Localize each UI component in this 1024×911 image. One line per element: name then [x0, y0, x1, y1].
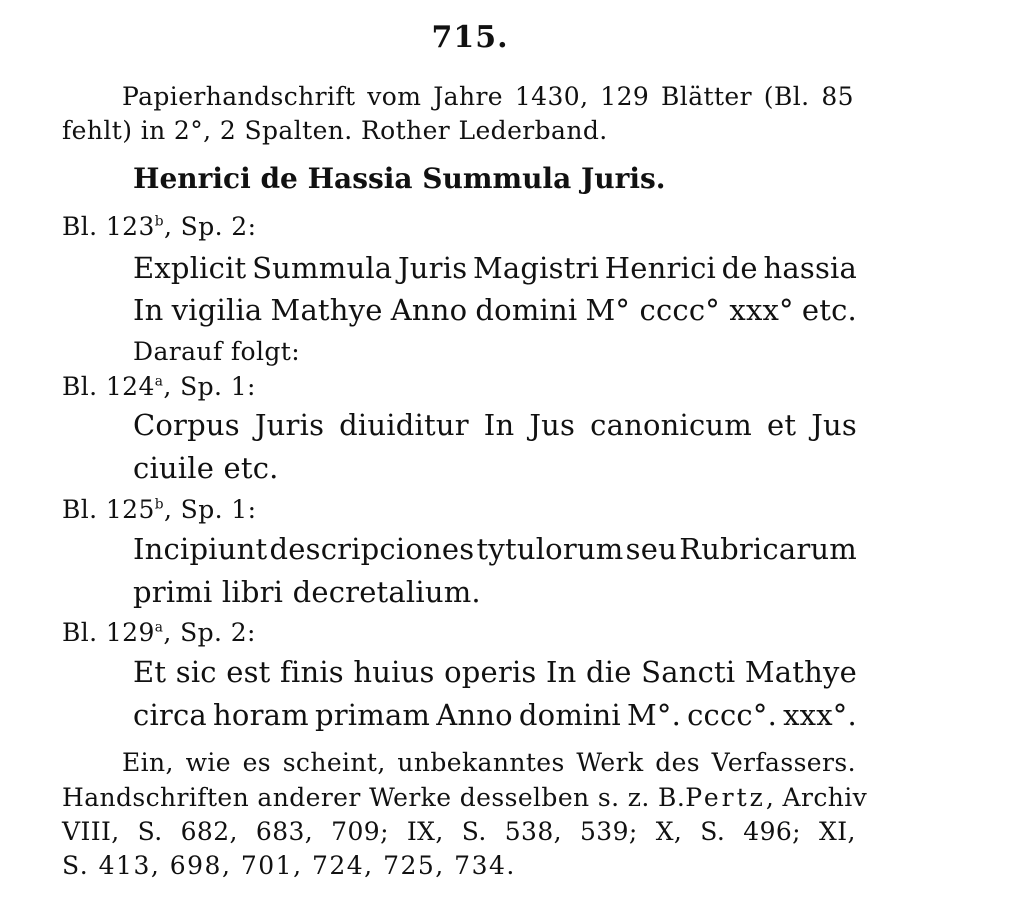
cited-author: [685, 783, 867, 812]
folio-ref-sup: b: [154, 213, 164, 230]
word: vom: [367, 82, 422, 111]
word: 683,: [255, 817, 314, 846]
word: In: [483, 408, 515, 442]
word: Sancti: [641, 655, 736, 689]
folio-ref-suffix: , Sp. 2:: [163, 212, 257, 241]
word: Explicit: [133, 251, 247, 285]
word: M° cccc° xxx°: [585, 293, 794, 327]
word: 682,: [180, 817, 238, 846]
quote-line-2: [133, 698, 857, 732]
word: XI,: [819, 817, 856, 846]
word: Papierhandschrift: [122, 82, 356, 111]
word: vigilia: [171, 293, 263, 327]
word: de: [721, 251, 758, 285]
folio-ref-prefix: Bl. 129: [62, 618, 155, 647]
word: est: [226, 655, 271, 689]
word: finis: [280, 655, 344, 689]
word: VIII,: [62, 817, 120, 846]
closing-line-3: [62, 817, 856, 846]
word: In: [133, 293, 164, 327]
folio-ref-prefix: Bl. 123: [62, 212, 155, 241]
folio-ref-sup: a: [154, 373, 164, 390]
word: S.: [461, 817, 487, 846]
word: 85: [821, 82, 854, 111]
word: Anno: [390, 293, 468, 327]
folio-reference: [62, 618, 256, 647]
word: xxx°.: [783, 698, 857, 732]
folio-ref-prefix: Bl. 124: [62, 372, 155, 401]
word: Corpus: [133, 408, 240, 442]
word: et: [766, 408, 797, 442]
word: tytulorum: [476, 532, 624, 566]
folio-ref-sup: a: [154, 619, 164, 636]
word: unbekanntes: [397, 748, 565, 777]
word: des: [655, 748, 701, 777]
author-name: Pertz: [685, 783, 766, 812]
word: primam: [314, 698, 431, 732]
word: scheint,: [282, 748, 386, 777]
word: 129: [600, 82, 650, 111]
word: domini: [475, 293, 578, 327]
quote-line-1: [133, 532, 857, 566]
quote-line-2: ciuile etc.: [133, 451, 279, 485]
word: S.: [700, 817, 726, 846]
word: 1430,: [514, 82, 589, 111]
word: Blätter: [661, 82, 752, 111]
word: etc.: [801, 293, 857, 327]
word: Mathye: [270, 293, 383, 327]
word: cccc°.: [687, 698, 777, 732]
folio-ref-suffix: , Sp. 1:: [163, 372, 256, 401]
folio-reference: [62, 372, 256, 401]
word: es: [242, 748, 272, 777]
word: wie: [185, 748, 231, 777]
word: domini: [518, 698, 621, 732]
word: hassia: [763, 251, 857, 285]
manuscript-title: Henrici de Hassia Summula Juris.: [133, 162, 666, 195]
folio-reference: [62, 212, 256, 241]
word: descripciones: [269, 532, 475, 566]
word: Ein,: [122, 748, 174, 777]
word: IX,: [406, 817, 444, 846]
word: Henrici: [604, 251, 716, 285]
word: 539;: [579, 817, 638, 846]
word: Summula: [252, 251, 393, 285]
word: 538,: [504, 817, 562, 846]
word: X,: [655, 817, 683, 846]
word: 709;: [331, 817, 389, 846]
note-line: Darauf folgt:: [133, 337, 301, 366]
word: Werk: [576, 748, 644, 777]
word: Anno: [436, 698, 513, 732]
word: operis: [444, 655, 537, 689]
word: seu: [625, 532, 677, 566]
word: diuiditur: [339, 408, 469, 442]
closing-line-2-tail: , Archiv: [765, 783, 868, 812]
word: M°.: [626, 698, 681, 732]
word: Jahre: [433, 82, 503, 111]
word: Verfassers.: [711, 748, 856, 777]
word: Incipiunt: [133, 532, 268, 566]
word: circa: [133, 698, 207, 732]
quote-line-1: [133, 655, 857, 689]
word: Jus: [811, 408, 857, 442]
word: Magistri: [473, 251, 600, 285]
word: sic: [175, 655, 217, 689]
folio-ref-prefix: Bl. 125: [62, 495, 155, 524]
quote-line-2: [133, 293, 857, 327]
closing-line-4: S. 413, 698, 701, 724, 725, 734.: [62, 851, 516, 880]
word: 496;: [743, 817, 802, 846]
closing-line-2-text: Handschriften anderer Werke desselben s. z. B.: [62, 783, 686, 812]
folio-ref-sup: b: [154, 496, 164, 513]
word: Mathye: [744, 655, 857, 689]
folio-ref-suffix: , Sp. 2:: [163, 618, 256, 647]
folio-ref-suffix: , Sp. 1:: [163, 495, 257, 524]
quote-line-2: primi libri decretalium.: [133, 575, 481, 609]
page-number: 715.: [431, 20, 509, 55]
folio-reference: [62, 495, 256, 524]
quote-line-1: [133, 408, 857, 442]
intro-line-2: fehlt) in 2°, 2 Spalten. Rother Lederband.: [62, 116, 608, 145]
word: Juris: [254, 408, 325, 442]
word: Jus: [529, 408, 576, 442]
word: Rubricarum: [679, 532, 857, 566]
word: Et: [133, 655, 167, 689]
quote-line-1: [133, 251, 857, 285]
word: S.: [137, 817, 163, 846]
closing-line-1: [122, 748, 856, 777]
word: huius: [353, 655, 435, 689]
closing-line-2: [62, 783, 868, 812]
word: Juris: [397, 251, 468, 285]
intro-line-1: [122, 82, 854, 111]
word: horam: [213, 698, 309, 732]
word: die: [586, 655, 632, 689]
word: In: [546, 655, 577, 689]
word: (Bl.: [763, 82, 810, 111]
word: canonicum: [590, 408, 752, 442]
